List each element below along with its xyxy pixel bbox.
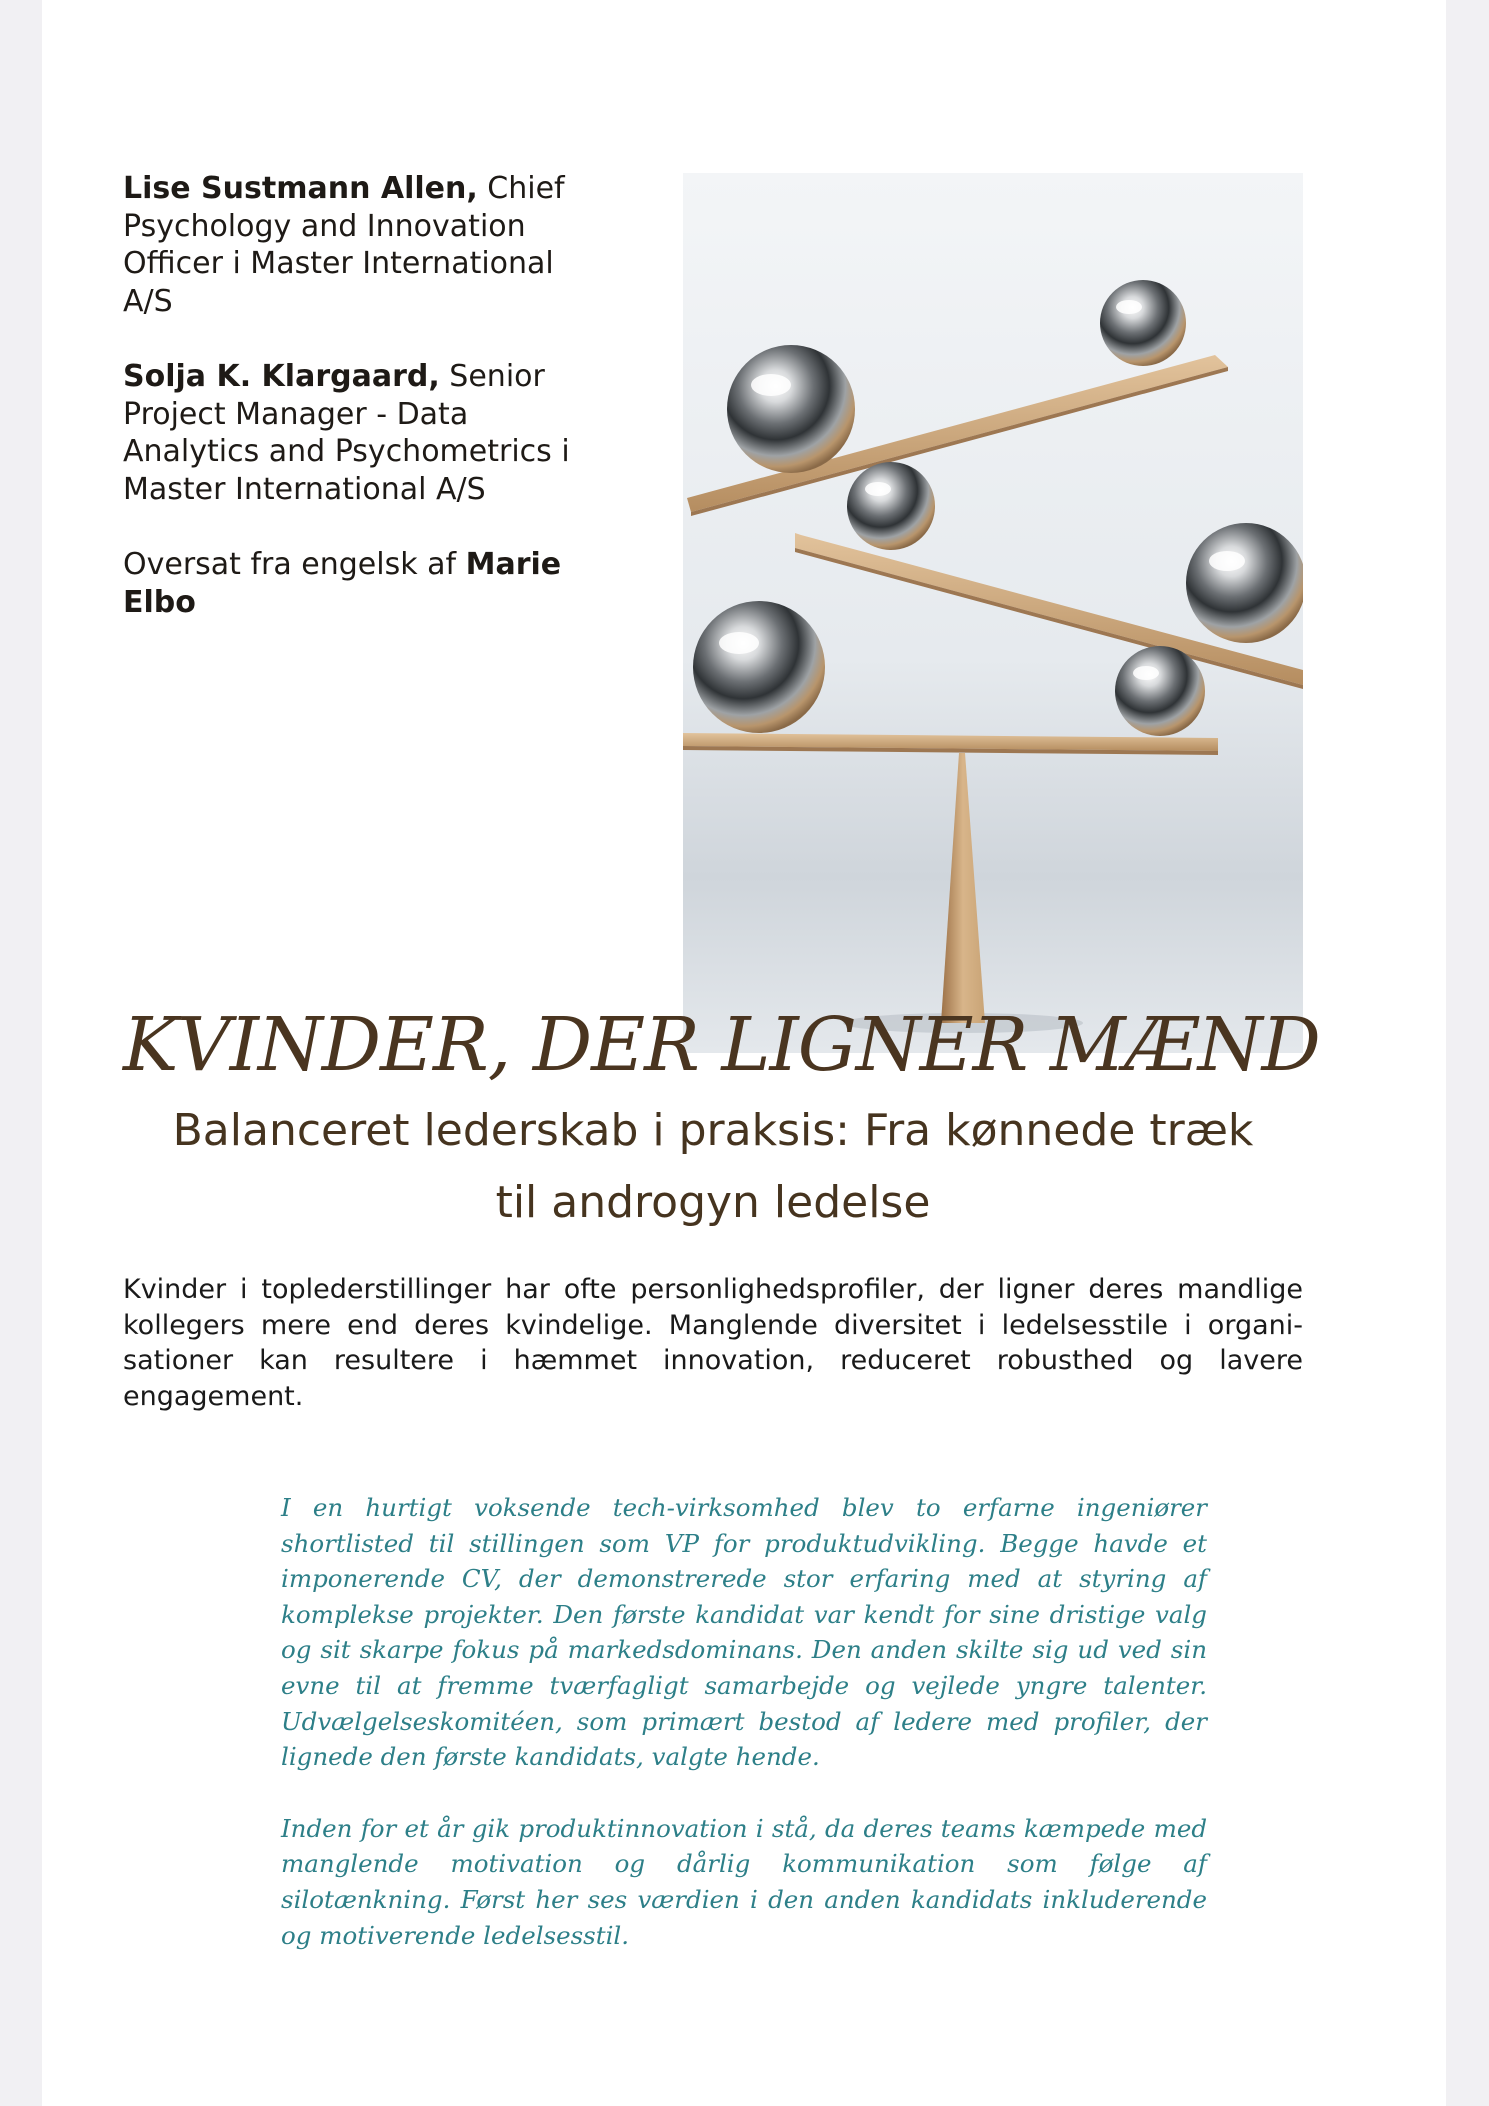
- intro-paragraph: Kvinder i toplederstillinger har ofte personlighedsprofiler, der ligner deres mandlige kollegers mere end deres kvindelige. Manglende diversitet i ledelsesstile i organisationer kan resultere i hæmmet innovation, reduceret robusthed og lavere engagement.: [123, 1274, 1303, 1412]
- author-1-role: Chief Psychology and Innovation Officer i Master International A/S: [123, 171, 565, 319]
- quote-paragraph-2: Inden for et år gik produktinnovation i stå, da deres teams kæmpede med manglende motivation og dårlig kommunikation som følge af silotænkning. Først her ses værdien i den anden kandidats inkluderende og motiverende ledelsesstil.: [281, 1813, 1207, 1950]
- translator-name: Marie Elbo: [123, 547, 562, 620]
- author-2-name: Solja K. Klargaard,: [123, 359, 440, 394]
- article-title: KVINDER, DER LIGNER MÆND: [123, 1002, 1320, 1088]
- author-1-name: Lise Sustmann Allen,: [123, 171, 478, 206]
- translation-prefix: Oversat fra engelsk af: [123, 547, 466, 582]
- quote-paragraph-1: I en hurtigt voksende tech-virksomhed blev to erfarne ingeniører shortlisted til stillingen som VP for produktudvikling. Begge havde et imponerende CV, der demonstrerede stor erfaring med at styring af komplekse projekter. Den første kandidat var kendt for sine dristige valg og sit skarpe fokus på markedsdominans. Den anden skilte sig ud ved sin evne til at fremme tværfagligt samarbejde og vejlede yngre talenter. Udvælgelseskomitéen, som primært bestod af ledere med profiler, der lignede den første kandidats, valgte hende.: [281, 1493, 1207, 1772]
- author-2: [123, 358, 593, 508]
- article-subtitle: [123, 1095, 1303, 1239]
- author-2-role: Senior Project Manager - Data Analytics and Psychometrics i Master International A/S: [123, 359, 570, 507]
- balance-spheres-illustration: [683, 173, 1303, 1053]
- case-quote: [281, 1490, 1207, 1989]
- subtitle-line-2: til androgyn ledelse: [495, 1177, 931, 1228]
- translation-credit: [123, 546, 593, 621]
- author-1: [123, 170, 593, 320]
- author-credits: [123, 170, 593, 659]
- subtitle-line-1: Balanceret lederskab i praksis: Fra kønnede træk: [172, 1105, 1254, 1156]
